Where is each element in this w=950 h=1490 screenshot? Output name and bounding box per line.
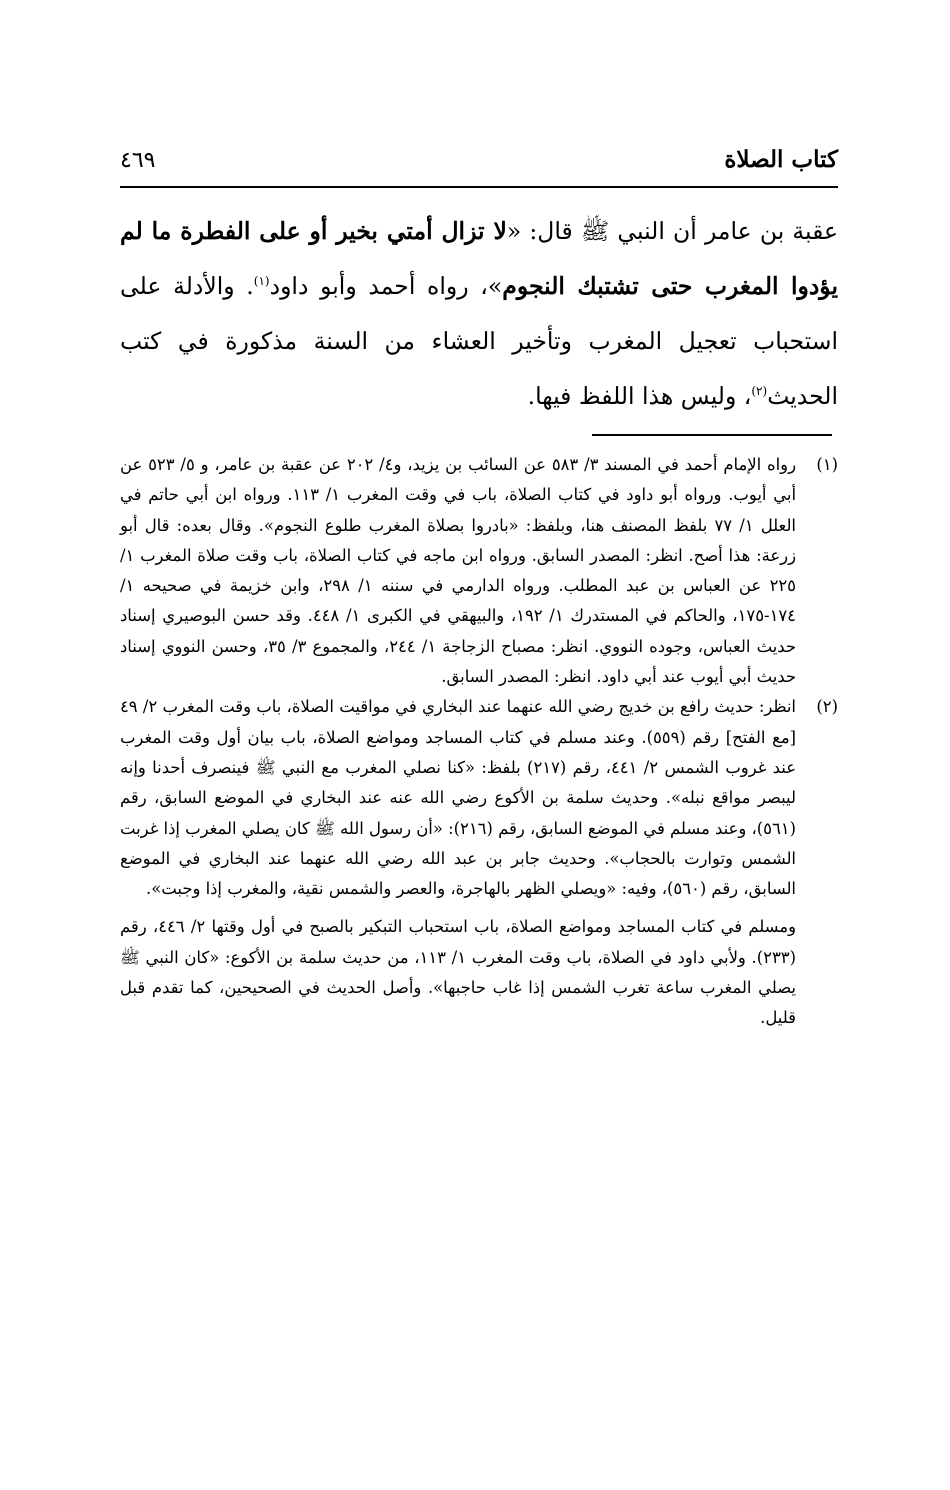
main-after-hadith: »، رواه أحمد وأبو داود (269, 272, 503, 300)
main-text (120, 204, 838, 424)
footnote-number: (١) (816, 455, 838, 474)
footnote-2 (120, 692, 838, 904)
main-paragraph (120, 204, 838, 424)
footnote-separator (592, 434, 832, 436)
footnote-1 (120, 450, 838, 692)
page-number: ٤٦٩ (120, 148, 156, 173)
chapter-title: كتاب الصلاة (724, 146, 838, 173)
main-lead: عقبة بن عامر أن النبي ﷺ قال: « (506, 217, 838, 245)
footnote-number: (٢) (816, 697, 838, 717)
header-rule (120, 186, 838, 188)
page-header (120, 146, 838, 182)
hadith-text: لا تزال أمتي بخير أو على الفطرة ما لم يؤدوا المغرب حتى تشتبك النجوم (120, 217, 838, 300)
main-end: ، وليس هذا اللفظ فيها. (527, 382, 752, 410)
footnote-continuation: ومسلم في كتاب المساجد ومواضع الصلاة، باب استحباب التبكير بالصبح في أول وقتها ٢/ ٤٤٦، رقم (٢٣٣). ولأبي داود في الصلاة، باب وقت المغرب ١/ ١١٣، من حديث سلمة بن الأكوع: «كان النبي ﷺ يصلي المغرب ساعة تغرب الشمس إذا غاب حاجبها». وأصل الحديث في الصحيحين، كما تقدم قبل قليل. (120, 917, 796, 1028)
footnote-ref-1[interactable]: (١) (253, 274, 270, 289)
footnote-text: انظر: حديث رافع بن خديج رضي الله عنهما عند البخاري في مواقيت الصلاة، باب وقت المغرب ٢/ ٤٩ [مع الفتح] رقم (٥٥٩). وعند مسلم في كتاب المساجد ومواضع الصلاة، باب بيان أول وقت المغرب عند غروب الشمس ٢/ ٤٤١، رقم (٢١٧) بلفظ: «كنا نصلي المغرب مع النبي ﷺ فينصرف أحدنا وإنه ليبصر مواقع نبله». وحديث سلمة بن الأكوع رضي الله عنه عند البخاري في الموضع السابق، رقم (٥٦١)، وعند مسلم في الموضع السابق، رقم (٢١٦): «أن رسول الله ﷺ كان يصلي المغرب إذا غربت الشمس وتوارت بالحجاب». وحديث جابر بن عبد الله رضي الله عنهما عند البخاري في الموضع السابق، رقم (٥٦٠)، وفيه: «ويصلي الظهر بالهاجرة، والعصر والشمس نقية، والمغرب إذا وجبت». (120, 697, 796, 899)
footnotes (120, 450, 838, 1050)
footnote-ref-2[interactable]: (٢) (751, 384, 768, 399)
main-middle: . والأدلة على استحباب تعجيل المغرب وتأخير العشاء من السنة مذكورة في كتب الحديث (120, 272, 838, 410)
footnote-text: رواه الإمام أحمد في المسند ٣/ ٥٨٣ عن السائب بن يزيد، و٤/ ٢٠٢ عن عقبة بن عامر، و ٥/ ٥٢٣ عن أبي أيوب. ورواه أبو داود في كتاب الصلاة، باب في وقت المغرب ١/ ١١٣. ورواه ابن أبي حاتم في العلل ١/ ٧٧ بلفظ المصنف هنا، وبلفظ: «بادروا بصلاة المغرب طلوع النجوم». وقال بعده: قال أبو زرعة: هذا أصح. انظر: المصدر السابق. ورواه ابن ماجه في كتاب الصلاة، باب وقت صلاة المغرب ١/ ٢٢٥ عن العباس بن عبد المطلب. ورواه الدارمي في سننه ١/ ٢٩٨، وابن خزيمة في صحيحه ١/ ١٧٤-١٧٥، والحاكم في المستدرك ١/ ١٩٢، والبيهقي في الكبرى ١/ ٤٤٨. وقد حسن البوصيري إسناد حديث العباس، وجوده النووي. انظر: مصباح الزجاجة ١/ ٢٤٤، والمجموع ٣/ ٣٥، وحسن النووي إسناد حديث أبي أيوب عند أبي داود. انظر: المصدر السابق. (120, 455, 797, 687)
